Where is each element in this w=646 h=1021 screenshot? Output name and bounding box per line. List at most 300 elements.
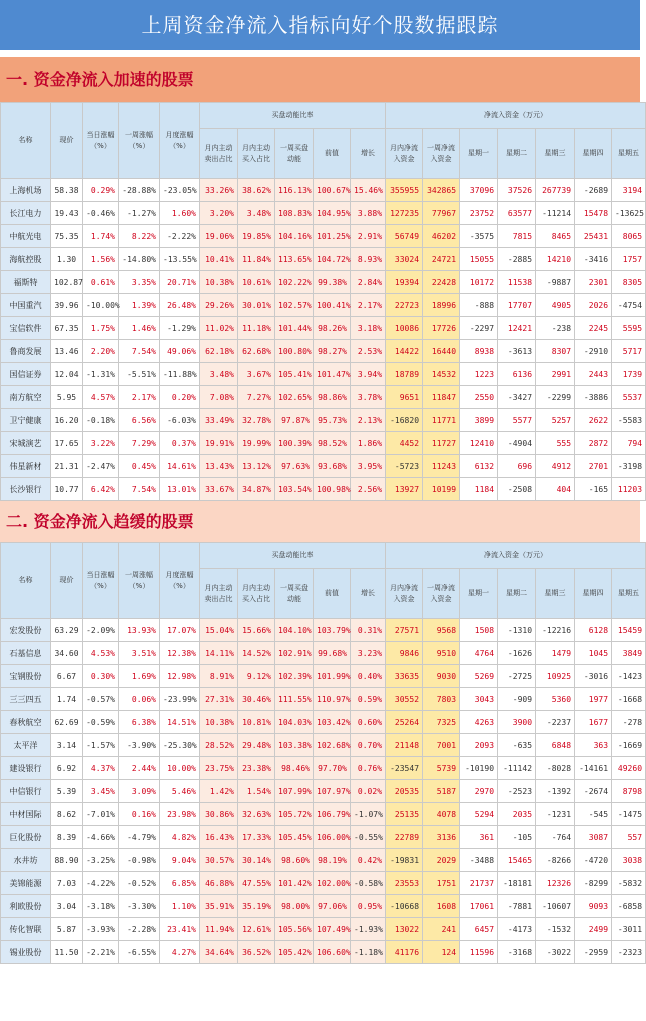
data-cell: -1668: [612, 688, 646, 711]
data-cell: -3168: [498, 941, 536, 964]
page-title: 上周资金净流入指标向好个股数据跟踪: [0, 0, 640, 50]
table-row: [1, 941, 646, 964]
data-cell: 77967: [423, 202, 460, 225]
data-cell: -11142: [498, 757, 536, 780]
data-cell: 0.59%: [351, 688, 386, 711]
data-cell: 102.57%: [275, 294, 314, 317]
data-cell: 2245: [575, 317, 612, 340]
data-cell: 19.43: [51, 202, 83, 225]
data-cell: 101.42%: [275, 872, 314, 895]
stock-name-cell: 锡业股份: [1, 941, 51, 964]
data-cell: 0.60%: [351, 711, 386, 734]
data-cell: 10925: [536, 665, 575, 688]
data-cell: 7.08%: [200, 386, 238, 409]
section-heading-accelerating: 一. 资金净流入加速的股票: [0, 57, 640, 102]
data-cell: 555: [536, 432, 575, 455]
data-cell: -764: [536, 826, 575, 849]
col-group-header-buy-ratio: 买盘动能比率: [200, 543, 386, 569]
data-cell: -3575: [460, 225, 498, 248]
data-cell: 361: [460, 826, 498, 849]
data-cell: 20535: [386, 780, 423, 803]
data-cell: 2301: [575, 271, 612, 294]
stock-name-cell: 鲁商发展: [1, 340, 51, 363]
data-cell: 17.65: [51, 432, 83, 455]
data-cell: -0.18%: [83, 409, 119, 432]
data-cell: -6.55%: [119, 941, 160, 964]
data-cell: 0.29%: [83, 179, 119, 202]
col-header-growth: 增长: [351, 129, 386, 179]
data-cell: 22723: [386, 294, 423, 317]
data-cell: 3.18%: [351, 317, 386, 340]
data-cell: -2674: [575, 780, 612, 803]
data-cell: 3.67%: [238, 363, 275, 386]
data-cell: 10086: [386, 317, 423, 340]
data-cell: 30.57%: [200, 849, 238, 872]
section-heading-slowing: 二. 资金净流入趋缓的股票: [0, 501, 640, 542]
data-cell: 17.33%: [238, 826, 275, 849]
data-cell: 3.20%: [200, 202, 238, 225]
data-cell: 98.19%: [314, 849, 351, 872]
stock-name-cell: 传化智联: [1, 918, 51, 941]
table-row: [1, 642, 646, 665]
data-cell: 98.46%: [275, 757, 314, 780]
data-cell: 95.73%: [314, 409, 351, 432]
col-group-header-net-inflow: 净流入资金（万元）: [386, 103, 646, 129]
table-row: [1, 780, 646, 803]
data-cell: 2.20%: [83, 340, 119, 363]
table-row: [1, 734, 646, 757]
stock-name-cell: 美锦能源: [1, 872, 51, 895]
table-row: [1, 711, 646, 734]
data-cell: -635: [498, 734, 536, 757]
data-cell: 10.38%: [200, 271, 238, 294]
stock-name-cell: 水井坊: [1, 849, 51, 872]
data-cell: 3038: [612, 849, 646, 872]
stock-name-cell: 巨化股份: [1, 826, 51, 849]
data-cell: 15.66%: [238, 619, 275, 642]
data-cell: 36.52%: [238, 941, 275, 964]
data-cell: 6136: [498, 363, 536, 386]
data-cell: 3.51%: [119, 642, 160, 665]
data-cell: 63.29: [51, 619, 83, 642]
data-cell: 13.12%: [238, 455, 275, 478]
data-cell: 8465: [536, 225, 575, 248]
data-cell: 16.43%: [200, 826, 238, 849]
data-cell: 0.02%: [351, 780, 386, 803]
table-row: [1, 688, 646, 711]
data-cell: -1.18%: [351, 941, 386, 964]
data-cell: -13.55%: [160, 248, 200, 271]
stock-name-cell: 宝信软件: [1, 317, 51, 340]
table-row: [1, 202, 646, 225]
data-cell: 1751: [423, 872, 460, 895]
data-cell: -9887: [536, 271, 575, 294]
stock-name-cell: 宏发股份: [1, 619, 51, 642]
data-cell: 14.52%: [238, 642, 275, 665]
data-cell: 18789: [386, 363, 423, 386]
data-cell: 8798: [612, 780, 646, 803]
table-row: [1, 363, 646, 386]
data-cell: -1.93%: [351, 918, 386, 941]
data-cell: 4.57%: [83, 386, 119, 409]
col-header-week-inflow: 一周净流入资金: [423, 569, 460, 619]
data-cell: 14.51%: [160, 711, 200, 734]
col-header-week-momentum: 一周买盘动能: [275, 129, 314, 179]
data-cell: -1.07%: [351, 803, 386, 826]
data-cell: 12.38%: [160, 642, 200, 665]
data-cell: 13.93%: [119, 619, 160, 642]
data-cell: 102.22%: [275, 271, 314, 294]
data-cell: 8065: [612, 225, 646, 248]
header-row-groups: [1, 543, 646, 569]
data-cell: 11.84%: [238, 248, 275, 271]
data-cell: 1.74%: [83, 225, 119, 248]
col-header-prev-value: 前值: [314, 569, 351, 619]
data-cell: 27571: [386, 619, 423, 642]
data-cell: 6.85%: [160, 872, 200, 895]
stock-name-cell: 南方航空: [1, 386, 51, 409]
data-cell: 14.11%: [200, 642, 238, 665]
data-cell: 8.39: [51, 826, 83, 849]
data-cell: 2.91%: [351, 225, 386, 248]
data-cell: 1.46%: [119, 317, 160, 340]
data-cell: 1.56%: [83, 248, 119, 271]
stock-name-cell: 中信银行: [1, 780, 51, 803]
col-header-thu: 星期四: [575, 129, 612, 179]
data-cell: 5269: [460, 665, 498, 688]
data-cell: 104.03%: [275, 711, 314, 734]
col-header-thu: 星期四: [575, 569, 612, 619]
data-cell: 12421: [498, 317, 536, 340]
data-cell: -18181: [498, 872, 536, 895]
data-cell: 1.60%: [160, 202, 200, 225]
data-cell: -5832: [612, 872, 646, 895]
data-cell: 2701: [575, 455, 612, 478]
data-cell: 23.98%: [160, 803, 200, 826]
data-cell: 103.42%: [314, 711, 351, 734]
data-cell: -2.22%: [160, 225, 200, 248]
data-cell: -1475: [612, 803, 646, 826]
data-cell: 7.27%: [238, 386, 275, 409]
data-cell: -2910: [575, 340, 612, 363]
col-header-prev-value: 前值: [314, 129, 351, 179]
table-row: [1, 803, 646, 826]
data-cell: -3416: [575, 248, 612, 271]
data-cell: 13927: [386, 478, 423, 501]
data-cell: 16440: [423, 340, 460, 363]
data-cell: 3.48%: [200, 363, 238, 386]
data-cell: 104.72%: [314, 248, 351, 271]
data-cell: 12.98%: [160, 665, 200, 688]
data-cell: 3900: [498, 711, 536, 734]
data-cell: 22789: [386, 826, 423, 849]
data-cell: 23.41%: [160, 918, 200, 941]
data-cell: 12.04: [51, 363, 83, 386]
header-row-groups: [1, 103, 646, 129]
data-cell: 2.53%: [351, 340, 386, 363]
data-cell: 19394: [386, 271, 423, 294]
data-cell: -16820: [386, 409, 423, 432]
data-cell: 2.17%: [119, 386, 160, 409]
data-cell: 106.00%: [314, 826, 351, 849]
data-cell: 9568: [423, 619, 460, 642]
data-cell: 5257: [536, 409, 575, 432]
data-cell: 0.30%: [83, 665, 119, 688]
data-cell: 0.06%: [119, 688, 160, 711]
data-cell: 0.31%: [351, 619, 386, 642]
data-cell: 4263: [460, 711, 498, 734]
data-cell: 124: [423, 941, 460, 964]
col-header-mon: 星期一: [460, 129, 498, 179]
data-cell: 17.07%: [160, 619, 200, 642]
data-cell: -2237: [536, 711, 575, 734]
data-cell: 10.41%: [200, 248, 238, 271]
data-cell: 21737: [460, 872, 498, 895]
data-cell: 9093: [575, 895, 612, 918]
data-cell: -2725: [498, 665, 536, 688]
data-cell: -28.88%: [119, 179, 160, 202]
data-cell: 3.48%: [238, 202, 275, 225]
data-cell: -3886: [575, 386, 612, 409]
data-cell: 10.00%: [160, 757, 200, 780]
data-cell: -545: [575, 803, 612, 826]
data-cell: -2508: [498, 478, 536, 501]
data-cell: 19.99%: [238, 432, 275, 455]
data-cell: 8.62: [51, 803, 83, 826]
data-cell: 10.81%: [238, 711, 275, 734]
col-header-day-change: 当日涨幅（%）: [83, 543, 119, 619]
data-cell: 1.74: [51, 688, 83, 711]
stock-name-cell: 宝钢股份: [1, 665, 51, 688]
col-header-month-buy-ratio: 月内主动买入占比: [238, 129, 275, 179]
table-row: [1, 826, 646, 849]
table-row: [1, 317, 646, 340]
table-row: [1, 409, 646, 432]
data-cell: -165: [575, 478, 612, 501]
stock-name-cell: 太平洋: [1, 734, 51, 757]
data-cell: 104.10%: [275, 619, 314, 642]
data-cell: 10.77: [51, 478, 83, 501]
table-row: [1, 455, 646, 478]
data-cell: 1.75%: [83, 317, 119, 340]
data-cell: 35.91%: [200, 895, 238, 918]
data-cell: 9030: [423, 665, 460, 688]
data-cell: -5583: [612, 409, 646, 432]
data-cell: -1.27%: [119, 202, 160, 225]
data-cell: -1.31%: [83, 363, 119, 386]
data-cell: 46.88%: [200, 872, 238, 895]
data-cell: 6.92: [51, 757, 83, 780]
data-cell: 15459: [612, 619, 646, 642]
data-cell: -1423: [612, 665, 646, 688]
data-cell: 127235: [386, 202, 423, 225]
data-cell: 17726: [423, 317, 460, 340]
data-cell: 5360: [536, 688, 575, 711]
data-cell: 102.91%: [275, 642, 314, 665]
data-cell: 30.46%: [238, 688, 275, 711]
data-cell: -3488: [460, 849, 498, 872]
data-cell: -8299: [575, 872, 612, 895]
table-row: [1, 386, 646, 409]
data-cell: 1045: [575, 642, 612, 665]
data-cell: 9.12%: [238, 665, 275, 688]
data-cell: -8028: [536, 757, 575, 780]
data-cell: 35.19%: [238, 895, 275, 918]
data-cell: 49260: [612, 757, 646, 780]
data-cell: -4.79%: [119, 826, 160, 849]
data-cell: -2.21%: [83, 941, 119, 964]
data-cell: 30.86%: [200, 803, 238, 826]
data-cell: 9651: [386, 386, 423, 409]
data-cell: 5537: [612, 386, 646, 409]
data-cell: -888: [460, 294, 498, 317]
data-cell: 5739: [423, 757, 460, 780]
data-cell: 2550: [460, 386, 498, 409]
data-cell: 62.68%: [238, 340, 275, 363]
data-cell: 23.75%: [200, 757, 238, 780]
data-cell: -6858: [612, 895, 646, 918]
table-row: [1, 432, 646, 455]
data-cell: 107.49%: [314, 918, 351, 941]
data-cell: 1.39%: [119, 294, 160, 317]
data-cell: 104.16%: [275, 225, 314, 248]
data-cell: -0.46%: [83, 202, 119, 225]
data-cell: 5.46%: [160, 780, 200, 803]
data-cell: 4764: [460, 642, 498, 665]
data-cell: -2297: [460, 317, 498, 340]
data-cell: 12.61%: [238, 918, 275, 941]
data-cell: 46202: [423, 225, 460, 248]
table-row: [1, 340, 646, 363]
table-row: [1, 849, 646, 872]
col-header-wed: 星期三: [536, 569, 575, 619]
data-cell: 13022: [386, 918, 423, 941]
data-cell: 97.87%: [275, 409, 314, 432]
data-cell: 0.20%: [160, 386, 200, 409]
data-cell: 3849: [612, 642, 646, 665]
col-header-price: 现价: [51, 103, 83, 179]
data-cell: 11.02%: [200, 317, 238, 340]
col-header-fri: 星期五: [612, 129, 646, 179]
col-header-month-sell-ratio: 月内主动卖出占比: [200, 129, 238, 179]
col-header-name: 名称: [1, 543, 51, 619]
data-cell: 22428: [423, 271, 460, 294]
data-cell: 25135: [386, 803, 423, 826]
data-cell: -0.58%: [351, 872, 386, 895]
data-cell: -2885: [498, 248, 536, 271]
data-cell: 1.54%: [238, 780, 275, 803]
data-cell: 49.06%: [160, 340, 200, 363]
data-cell: 39.96: [51, 294, 83, 317]
data-cell: 97.06%: [314, 895, 351, 918]
table-row: [1, 665, 646, 688]
data-cell: -0.98%: [119, 849, 160, 872]
data-cell: 6.67: [51, 665, 83, 688]
data-cell: 7.03: [51, 872, 83, 895]
data-cell: 107.99%: [275, 780, 314, 803]
data-cell: 557: [612, 826, 646, 849]
data-cell: 102.87: [51, 271, 83, 294]
data-cell: 37096: [460, 179, 498, 202]
data-cell: 106.60%: [314, 941, 351, 964]
table-row: [1, 619, 646, 642]
data-cell: 98.52%: [314, 432, 351, 455]
data-cell: 4912: [536, 455, 575, 478]
data-cell: -105: [498, 826, 536, 849]
data-cell: -3613: [498, 340, 536, 363]
data-cell: 7.29%: [119, 432, 160, 455]
data-cell: 29.48%: [238, 734, 275, 757]
table-row: [1, 478, 646, 501]
data-cell: 11.18%: [238, 317, 275, 340]
data-cell: -7.01%: [83, 803, 119, 826]
data-cell: 98.86%: [314, 386, 351, 409]
data-cell: 104.95%: [314, 202, 351, 225]
data-cell: 103.38%: [275, 734, 314, 757]
stock-name-cell: 中材国际: [1, 803, 51, 826]
data-cell: 11538: [498, 271, 536, 294]
data-cell: 19.91%: [200, 432, 238, 455]
data-cell: 25264: [386, 711, 423, 734]
data-cell: 0.61%: [83, 271, 119, 294]
data-cell: 2991: [536, 363, 575, 386]
data-cell: 5187: [423, 780, 460, 803]
data-cell: 2026: [575, 294, 612, 317]
data-cell: 3.04: [51, 895, 83, 918]
data-cell: -2523: [498, 780, 536, 803]
data-cell: 7001: [423, 734, 460, 757]
data-cell: 10199: [423, 478, 460, 501]
data-cell: -3198: [612, 455, 646, 478]
data-cell: 11203: [612, 478, 646, 501]
data-cell: 4452: [386, 432, 423, 455]
data-cell: -238: [536, 317, 575, 340]
data-cell: 33.67%: [200, 478, 238, 501]
stock-name-cell: 伟星新材: [1, 455, 51, 478]
data-cell: 794: [612, 432, 646, 455]
data-cell: 23553: [386, 872, 423, 895]
data-cell: 1739: [612, 363, 646, 386]
data-cell: 98.26%: [314, 317, 351, 340]
data-cell: 99.68%: [314, 642, 351, 665]
data-cell: 33.49%: [200, 409, 238, 432]
data-cell: 103.79%: [314, 619, 351, 642]
stock-name-cell: 长沙银行: [1, 478, 51, 501]
data-cell: 19.85%: [238, 225, 275, 248]
table-row: [1, 248, 646, 271]
data-cell: 5577: [498, 409, 536, 432]
data-cell: 16.20: [51, 409, 83, 432]
data-cell: -2323: [612, 941, 646, 964]
stock-name-cell: 利欧股份: [1, 895, 51, 918]
data-cell: 1.30: [51, 248, 83, 271]
data-cell: 11847: [423, 386, 460, 409]
table-row: [1, 872, 646, 895]
col-group-header-net-inflow: 净流入资金（万元）: [386, 543, 646, 569]
data-cell: -4.22%: [83, 872, 119, 895]
data-cell: 33.26%: [200, 179, 238, 202]
data-cell: 8.91%: [200, 665, 238, 688]
data-cell: 100.67%: [314, 179, 351, 202]
data-cell: 1757: [612, 248, 646, 271]
data-cell: 28.52%: [200, 734, 238, 757]
table-row: [1, 294, 646, 317]
data-cell: 1184: [460, 478, 498, 501]
data-cell: 23752: [460, 202, 498, 225]
col-header-tue: 星期二: [498, 129, 536, 179]
stock-name-cell: 卫宁健康: [1, 409, 51, 432]
col-group-header-buy-ratio: 买盘动能比率: [200, 103, 386, 129]
